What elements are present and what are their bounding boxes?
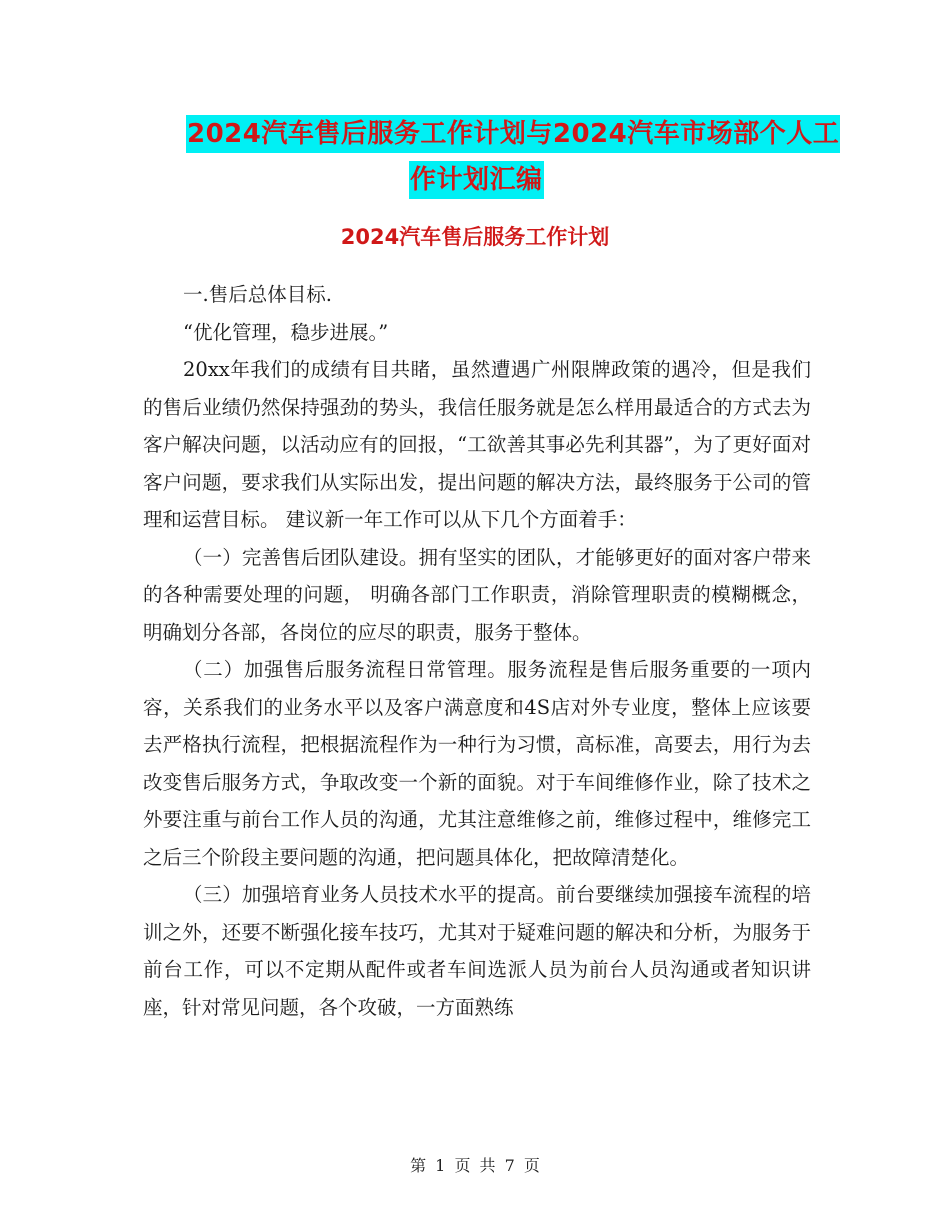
paragraph-team-building: （一）完善售后团队建设。拥有坚实的团队，才能够更好的面对客户带来的各种需要处理的问题， 明确各部门工作职责，消除管理职责的模糊概念，明确划分各部，各岗位的应尽的职责，服务于整体。 (143, 545, 811, 644)
paragraph-training: （三）加强培育业务人员技术水平的提高。前台要继续加强接车流程的培训之外，还要不断强化接车技巧，尤其对于疑难问题的解决和分析，为服务于前台工作，可以不定期从配件或者车间选派人员为前台人员沟通或者知识讲座，针对常见问题，各个攻破，一方面熟练 (143, 883, 811, 1019)
document-body (143, 276, 811, 1026)
paragraph-intro: 20xx年我们的成绩有目共睹，虽然遭遇广州限牌政策的遇冷，但是我们的售后业绩仍然保持强劲的势头，我信任服务就是怎么样用最适合的方式去为客户解决问题，以活动应有的回报，“工欲善其事必先利其器”，为了更好面对客户问题，要求我们从实际出发，提出问题的解决方法，最终服务于公司的管理和运营目标。 建议新一年工作可以从下几个方面着手： (143, 358, 811, 531)
paragraph-process-management: （二）加强售后服务流程日常管理。服务流程是售后服务重要的一项内容，关系我们的业务水平以及客户满意度和4S店对外专业度，整体上应该要去严格执行流程，把根据流程作为一种行为习惯，高标准，高要去，用行为去改变售后服务方式，争取改变一个新的面貌。对于车间维修作业，除了技术之外要注重与前台工作人员的沟通，尤其注意维修之前，维修过程中，维修完工之后三个阶段主要问题的沟通，把问题具体化，把故障清楚化。 (143, 658, 811, 869)
paragraph-slogan: “优化管理，稳步进展。” (183, 320, 389, 344)
document-title-line-2: 作计划汇编 (409, 161, 544, 199)
paragraph-goal-heading: 一.售后总体目标. (183, 283, 332, 306)
document-title-line-1: 2024汽车售后服务工作计划与2024汽车市场部个人工 (186, 115, 840, 153)
page-footer: 第 1 页 共 7 页 (410, 1156, 540, 1175)
section-title: 2024汽车售后服务工作计划 (340, 225, 610, 249)
